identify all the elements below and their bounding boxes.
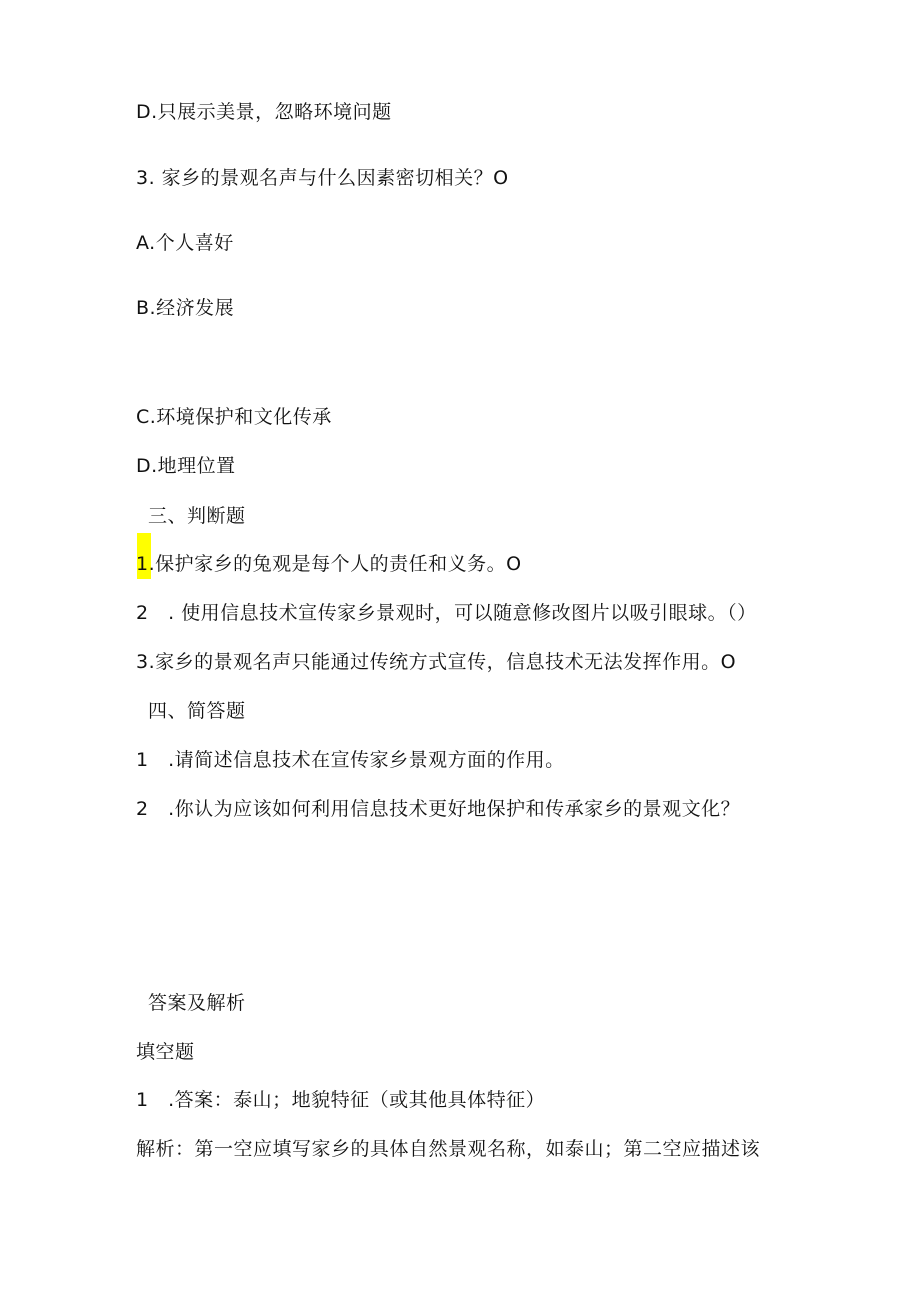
question-3-stem: 3. 家乡的景观名声与什么因素密切相关？O <box>136 167 509 189</box>
question-3-option-b: B.经济发展 <box>136 297 235 319</box>
judgment-question-3: 3.家乡的景观名声只能通过传统方式宣传，信息技术无法发挥作用。O <box>136 651 737 673</box>
question-3-option-a: A.个人喜好 <box>136 232 234 254</box>
option-d-q2: D.只展示美景，忽略环境问题 <box>136 101 392 123</box>
judgment-question-2: 2 . 使用信息技术宣传家乡景观时，可以随意修改图片以吸引眼球。（） <box>136 602 757 624</box>
question-3-option-c: C.环境保护和文化传承 <box>136 406 332 428</box>
short-answer-question-2: 2 .你认为应该如何利用信息技术更好地保护和传承家乡的景观文化？ <box>136 798 741 820</box>
section-3-title: 三、判断题 <box>148 505 246 527</box>
answers-title: 答案及解析 <box>148 992 246 1014</box>
answers-subtitle: 填空题 <box>136 1041 195 1063</box>
short-answer-question-1: 1 .请简述信息技术在宣传家乡景观方面的作用。 <box>136 749 565 771</box>
answer-1: 1 .答案：泰山；地貌特征（或其他具体特征） <box>136 1089 546 1111</box>
question-3-option-d: D.地理位置 <box>136 455 236 477</box>
judgment-question-1: 1.保护家乡的兔观是每个人的责任和义务。O <box>136 553 522 575</box>
section-4-title: 四、简答题 <box>148 700 246 722</box>
answer-1-analysis: 解析：第一空应填写家乡的具体自然景观名称，如泰山；第二空应描述该 <box>136 1138 761 1160</box>
